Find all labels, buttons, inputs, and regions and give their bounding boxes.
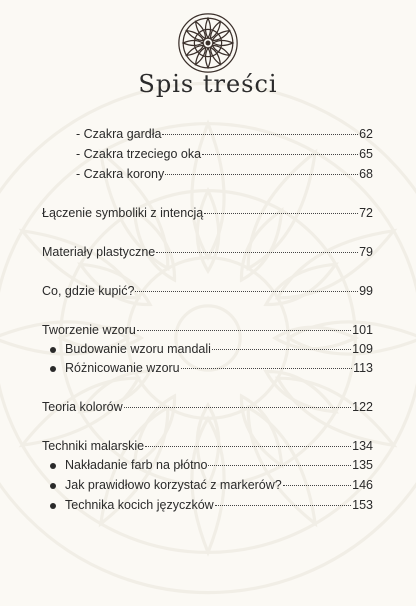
toc-entry[interactable] <box>76 146 373 162</box>
toc-leader-dots <box>208 465 351 466</box>
toc-leader-dots <box>165 174 358 175</box>
toc-entry-label: - Czakra gardła <box>76 127 162 141</box>
toc-entry[interactable] <box>42 438 373 454</box>
toc-entry-label: Techniki malarskie <box>42 439 145 453</box>
toc-leader-dots <box>124 407 352 408</box>
mandala-ornament-icon <box>177 12 239 74</box>
bullet-icon <box>50 483 56 489</box>
toc-entry-page: 99 <box>359 284 373 298</box>
toc-entry-page: 101 <box>352 323 373 337</box>
toc-entry-page: 135 <box>352 458 373 472</box>
toc-entry-page: 113 <box>353 361 373 375</box>
toc-entry-label: Co, gdzie kupić? <box>42 284 135 298</box>
toc-entry-label: Różnicowanie wzoru <box>65 361 180 375</box>
toc-entry[interactable] <box>76 126 373 142</box>
toc-leader-dots <box>215 505 351 506</box>
toc-entry[interactable] <box>42 399 373 415</box>
bullet-icon <box>50 366 56 372</box>
toc-entry-page: 146 <box>352 478 373 492</box>
toc-entry[interactable] <box>42 244 373 260</box>
toc-entry-label: Jak prawidłowo korzystać z markerów? <box>65 478 282 492</box>
page-title: Spis treści <box>138 70 278 98</box>
toc-entry-page: 79 <box>359 245 373 259</box>
bullet-icon <box>50 347 56 353</box>
toc-entry-label: Teoria kolorów <box>42 400 123 414</box>
toc-entry[interactable] <box>65 457 373 473</box>
toc-entry[interactable] <box>42 283 373 299</box>
toc-entry-label: Nakładanie farb na płótno <box>65 458 208 472</box>
toc-leader-dots <box>156 252 358 253</box>
toc-leader-dots <box>135 291 358 292</box>
toc-leader-dots <box>202 154 358 155</box>
toc-entry[interactable] <box>65 477 373 493</box>
toc-entry-page: 62 <box>359 127 373 141</box>
toc-entry-label: Technika kocich języczków <box>65 498 214 512</box>
toc-leader-dots <box>283 485 351 486</box>
toc-leader-dots <box>137 330 351 331</box>
toc-entry[interactable] <box>65 360 373 376</box>
toc-entry-page: 153 <box>352 498 373 512</box>
toc-leader-dots <box>145 446 351 447</box>
toc-entry-page: 72 <box>359 206 373 220</box>
toc-entry-page: 134 <box>352 439 373 453</box>
toc-entry-label: Łączenie symboliki z intencją <box>42 206 204 220</box>
toc-entry-label: Budowanie wzoru mandali <box>65 342 211 356</box>
toc-leader-dots <box>162 134 358 135</box>
bullet-icon <box>50 503 56 509</box>
toc-entry-page: 68 <box>359 167 373 181</box>
bullet-icon <box>50 463 56 469</box>
toc-entry-page: 122 <box>352 400 373 414</box>
toc-entry-label: Tworzenie wzoru <box>42 323 136 337</box>
toc-entry-label: Materiały plastyczne <box>42 245 156 259</box>
toc-entry-label: - Czakra trzeciego oka <box>76 147 202 161</box>
toc-entry[interactable] <box>65 497 373 513</box>
toc-entry-page: 109 <box>352 342 373 356</box>
toc-entry[interactable] <box>42 322 373 338</box>
toc-leader-dots <box>204 213 358 214</box>
toc-entry-label: - Czakra korony <box>76 167 165 181</box>
toc-entry[interactable] <box>65 341 373 357</box>
toc-leader-dots <box>212 349 351 350</box>
toc-entry[interactable] <box>76 166 373 182</box>
toc-leader-dots <box>181 368 352 369</box>
toc-entry-page: 65 <box>359 147 373 161</box>
toc-entry[interactable] <box>42 205 373 221</box>
